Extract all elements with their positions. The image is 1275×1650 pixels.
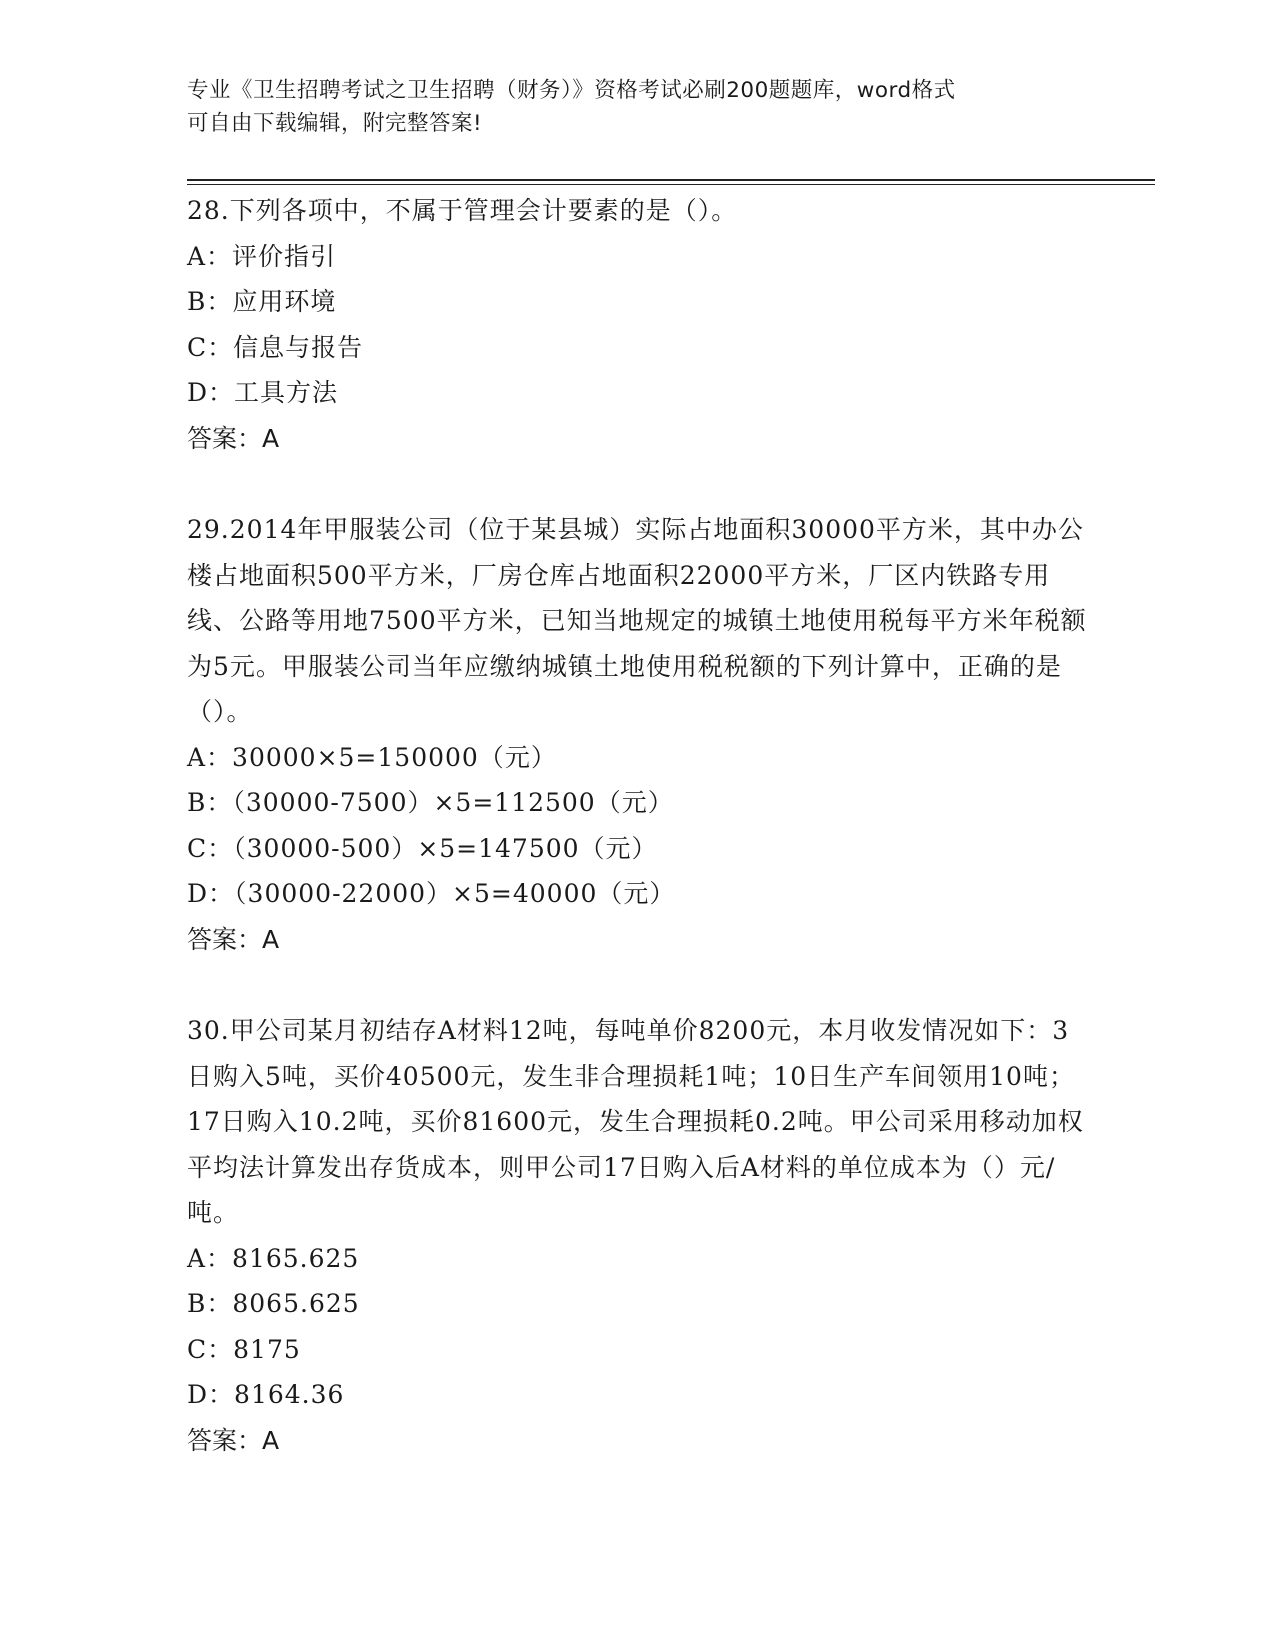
question-list <box>187 188 1087 1463</box>
header-divider-thick <box>187 179 1155 181</box>
question-28 <box>187 188 1087 461</box>
answer-line: 答案：A <box>187 1425 280 1455</box>
option-b: B：应用环境 <box>187 287 337 316</box>
option-c: C：（30000-500）×5=147500（元） <box>187 833 658 863</box>
question-30 <box>187 1008 1087 1463</box>
header-line-2: 可自由下载编辑，附完整答案! <box>187 111 483 136</box>
question-stem: 28.下列各项中，不属于管理会计要素的是（）。 <box>187 196 738 225</box>
document-header <box>187 74 1067 140</box>
answer-line: 答案：A <box>187 924 280 954</box>
option-d: D：工具方法 <box>187 378 339 407</box>
option-d: D：（30000-22000）×5=40000（元） <box>187 879 676 908</box>
option-c: C：8175 <box>187 1334 301 1364</box>
header-line-1: 专业《卫生招聘考试之卫生招聘（财务）》资格考试必刷200题题库，word格式 <box>187 78 956 103</box>
header-divider-thin <box>187 184 1155 185</box>
option-c: C：信息与报告 <box>187 332 364 362</box>
question-stem: 30.甲公司某月初结存A材料12吨，每吨单价8200元，本月收发情况如下：3日购入5吨，买价40500元，发生非合理损耗1吨；10日生产车间领用10吨；17日购入10.2吨，买价81600元，发生合理损耗0.2吨。甲公司采用移动加权平均法计算发出存货成本，则甲公司17日购入后A材料的单位成本为（）元/吨。 <box>187 1016 1084 1227</box>
option-a: A：8165.625 <box>187 1243 360 1273</box>
question-29 <box>187 507 1087 962</box>
option-a: A：30000×5=150000（元） <box>187 742 557 772</box>
option-d: D：8164.36 <box>187 1380 345 1409</box>
option-b: B：（30000-7500）×5=112500（元） <box>187 788 674 817</box>
option-a: A：评价指引 <box>187 241 337 271</box>
answer-line: 答案：A <box>187 423 280 453</box>
option-b: B：8065.625 <box>187 1289 360 1318</box>
question-stem: 29.2014年甲服装公司（位于某县城）实际占地面积30000平方米，其中办公楼占地面积500平方米，厂房仓库占地面积22000平方米，厂区内铁路专用线、公路等用地7500平方米，已知当地规定的城镇土地使用税每平方米年税额为5元。甲服装公司当年应缴纳城镇土地使用税税额的下列计算中，正确的是（）。 <box>187 515 1087 726</box>
